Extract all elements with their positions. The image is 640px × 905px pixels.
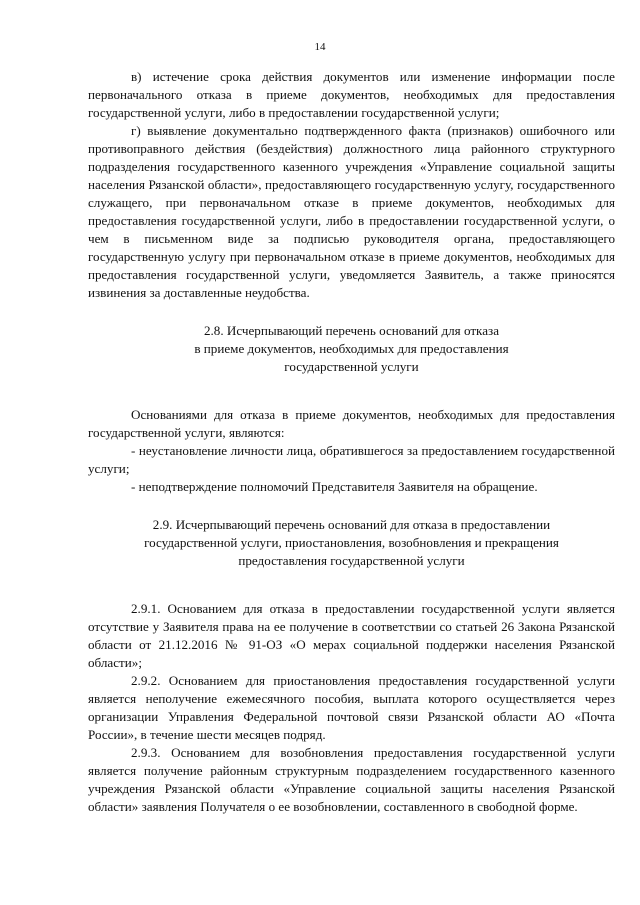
list-item-v: в) истечение срока действия документов или изменение информации после первоначального отказа в приеме документов, необходимых для предоставления государственной услуги, либо в предоставлении государственной услуги; bbox=[88, 69, 615, 120]
section-2-8-item: - неустановление личности лица, обратившегося за предоставлением государственной услуги; bbox=[88, 443, 615, 476]
spacer bbox=[88, 302, 615, 322]
page-number: 14 bbox=[314, 41, 326, 53]
paragraph-2-9-3: 2.9.3. Основанием для возобновления предоставления государственной услуги является получение районным структурным подразделением государственного казенного учреждения Рязанской области «Управление социальной защиты населения Рязанской области» заявления Получателя о ее возобновлении, составленного в свободной форме. bbox=[88, 745, 615, 814]
heading-line: 2.9. Исчерпывающий перечень оснований для отказа в предоставлении bbox=[152, 517, 551, 532]
heading-line: государственной услуги bbox=[284, 359, 419, 374]
page-content bbox=[88, 68, 615, 816]
section-2-8-heading bbox=[88, 322, 615, 376]
spacer bbox=[88, 376, 615, 406]
paragraph-2-9-1: 2.9.1. Основанием для отказа в предоставлении государственной услуги является отсутствие у Заявителя права на ее получение в соответствии со статьей 26 Закона Рязанской области от 21.12.2016 № 91-ОЗ «О мерах социальной поддержки населения Рязанской области»; bbox=[88, 601, 615, 670]
heading-line: в приеме документов, необходимых для предоставления bbox=[194, 341, 509, 356]
section-2-8-item: - неподтверждение полномочий Представителя Заявителя на обращение. bbox=[131, 479, 538, 494]
list-item-g: г) выявление документально подтвержденного факта (признаков) ошибочного или противоправного действия (бездействия) должностного лица районного структурного подразделения государственного казенного учреждения «Управление социальной защиты населения Рязанской области», предоставляющего государственную услугу, государственного служащего, при первоначальном отказе в приеме документов, необходимых для предоставления государственной услуги, либо в предоставлении государственной услуги, о чем в письменном виде за подписью руководителя органа, предоставляющего государственную услугу при первоначальном отказе в приеме документов, необходимых для предоставления государственной услуги, уведомляется Заявитель, а также приносятся извинения за доставленные неудобства. bbox=[88, 123, 615, 300]
spacer bbox=[88, 570, 615, 600]
heading-line: предоставления государственной услуги bbox=[238, 553, 465, 568]
paragraph-2-9-2: 2.9.2. Основанием для приостановления предоставления государственной услуги является неполучение ежемесячного пособия, выплата которого осуществляется через организации Управления Федеральной почтовой связи Рязанской области АО «Почта России», в течение шести месяцев подряд. bbox=[88, 673, 615, 742]
heading-line: государственной услуги, приостановления, возобновления и прекращения bbox=[144, 535, 559, 550]
spacer bbox=[88, 496, 615, 516]
heading-line: 2.8. Исчерпывающий перечень оснований для отказа bbox=[203, 323, 500, 338]
section-2-8-intro: Основаниями для отказа в приеме документов, необходимых для предоставления государственной услуги, являются: bbox=[88, 407, 615, 440]
section-2-9-heading bbox=[88, 516, 615, 570]
